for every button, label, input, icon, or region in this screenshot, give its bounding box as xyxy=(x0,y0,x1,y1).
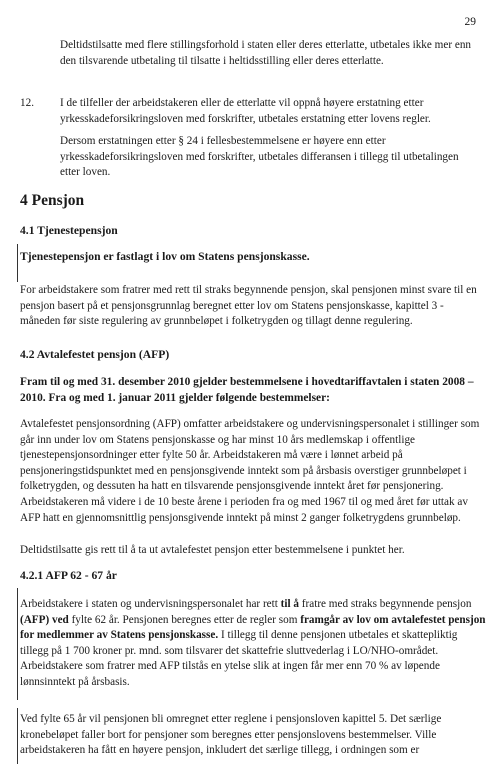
margin-change-bar xyxy=(17,244,18,282)
paragraph-part-time: Deltidstilsatte med flere stillingsforhold i staten eller deres etterlatte, utbetales ikke mer enn den tilsvarende utbetaling til tilsatte i heltidsstilling eller deres etterlatte. xyxy=(60,39,472,67)
boxed-statement-4-1: Tjenestepensjon er fastlagt i lov om Statens pensjonskasse. xyxy=(20,250,310,263)
text-run-bold: til å xyxy=(280,598,299,610)
text-run: fratre med straks begynnende pensjon xyxy=(299,598,472,610)
page-number: 29 xyxy=(464,16,476,28)
text-run-bold: framgår av lov om avtalefestet pensjon for medlemmer av Statens pensjonskasse. xyxy=(20,613,486,642)
paragraph-4-1-body: For arbeidstakere som fratrer med rett til straks begynnende pensjon, skal pensjonen minst svare til en pensjon basert på et pensjonsgrunnlag beregnet etter lov om Statens pensjonskasse, kapittel 3 - måneden før siste regulering av grunnbeløpet i folketrygden og tillagt denne regulering. xyxy=(20,284,477,328)
margin-change-bar-2 xyxy=(17,588,18,700)
paragraph-4-2-body-2: Deltidstilsatte gis rett til å ta ut avtalefestet pensjon etter bestemmelsene i punktet her. xyxy=(20,544,405,556)
item-number-12: 12. xyxy=(20,97,34,109)
subsection-heading-4-2: 4.2 Avtalefestet pensjon (AFP) xyxy=(20,348,170,361)
text-run: Arbeidstakere i staten og undervisningspersonalet har rett xyxy=(20,598,281,610)
paragraph-4-2-1-body-1 xyxy=(20,597,488,691)
paragraph-4-2-1-body-2: Ved fylte 65 år vil pensjonen bli omregnet etter reglene i pensjonsloven kapittel 5. Det særlige kronebeløpet faller bort for pensjoner som beregnes etter pensjonslovens bestemmelser. Ville arbeidstakeren ha fått en høyere pensjon, inkludert det særlige tillegg, i ordningen som er xyxy=(20,713,442,757)
section-heading-pension: 4 Pensjon xyxy=(20,192,85,209)
text-run-bold: (AFP) ved xyxy=(20,613,69,626)
item-12-text-2: Dersom erstatningen etter § 24 i fellesbestemmelsene er høyere enn etter yrkesskadeforsikringsloven med forskrifter, utbetales differansen i tillegg til utbetalingen etter loven. xyxy=(60,135,459,179)
paragraph-4-2-bold: Fram til og med 31. desember 2010 gjelder bestemmelsene i hovedtariffavtalen i staten 2008 – 2010. Fra og med 1. januar 2011 gjelder følgende bestemmelser: xyxy=(20,376,474,404)
subsection-heading-4-2-1: 4.2.1 AFP 62 - 67 år xyxy=(20,569,117,582)
paragraph-4-2-body-1: Avtalefestet pensjonsordning (AFP) omfatter arbeidstakere og undervisningspersonalet i stillinger som går inn under lov om Statens pensjonskasse og har minst 10 års medlemskap i offentlige tjenestepensjonsordninger etter fylte 50 år. Arbeidstakeren må være i lønnet arbeid på pensjoneringstidspunktet med en pensjonsgivende inntekt som på årsbasis overstiger grunnbeløpet i folketrygden, og dessuten ha hatt en tilsvarende pensjonsgivende inntekt året før pensjonering. Arbeidstakeren må videre i de 10 beste årene i perioden fra og med 1967 til og med året før uttak av AFP hatt en gjennomsnittlig pensjonsgivende inntekt på minst 2 ganger folketrygdens grunnbeløp. xyxy=(20,418,480,524)
subsection-heading-4-1: 4.1 Tjenestepensjon xyxy=(20,224,118,237)
text-run: fylte 62 år. Pensjonen beregnes etter de regler som xyxy=(68,613,301,626)
margin-change-bar-3 xyxy=(17,708,18,764)
item-12-text: I de tilfeller der arbeidstakeren eller de etterlatte vil oppnå høyere erstatning etter yrkesskadeforsikringsloven med forskrifter, utbetales erstatning etter lovens regler. xyxy=(60,97,431,125)
text-run: I tillegg til denne pensjonen utbetales et skattepliktig tillegg på 1 700 kroner pr. mnd. som tilsvarer det skattefrie sluttvederlag i LO/NHO-området. Arbeidstakere som fratrer med AFP tilstås en ytelse slik at ingen får mer enn 70 % av løpende lønnsinntekt på årsbasis. xyxy=(20,629,458,688)
